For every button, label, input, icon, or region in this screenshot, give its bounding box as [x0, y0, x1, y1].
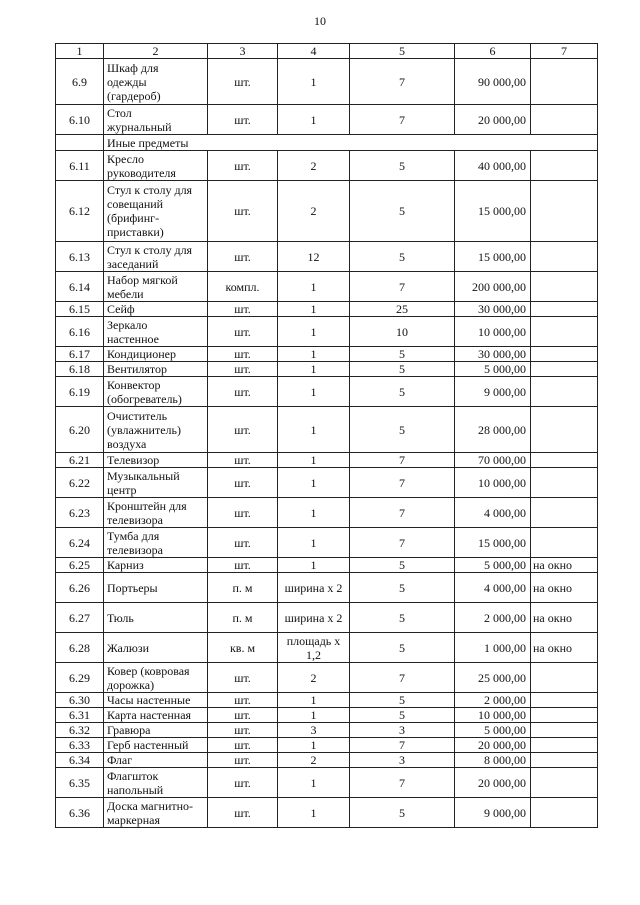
table-row — [56, 663, 598, 693]
quantity-cell: 1 — [278, 347, 350, 362]
row-number: 6.19 — [56, 377, 104, 407]
unit-cell: компл. — [208, 272, 278, 302]
item-name — [104, 105, 208, 135]
row-number: 6.11 — [56, 151, 104, 181]
price-cell: 20 000,00 — [455, 768, 531, 798]
row-number: 6.29 — [56, 663, 104, 693]
row-number: 6.31 — [56, 708, 104, 723]
item-name-line: телевизора — [107, 512, 163, 527]
unit-cell: шт. — [208, 693, 278, 708]
price-cell: 40 000,00 — [455, 151, 531, 181]
term-cell: 3 — [350, 753, 455, 768]
table-row — [56, 753, 598, 768]
price-cell: 1 000,00 — [455, 633, 531, 663]
item-name — [104, 723, 208, 738]
item-name — [104, 407, 208, 453]
unit-cell: шт. — [208, 723, 278, 738]
item-name — [104, 753, 208, 768]
row-number: 6.9 — [56, 59, 104, 105]
unit-cell: шт. — [208, 181, 278, 242]
item-name — [104, 633, 208, 663]
row-number: 6.33 — [56, 738, 104, 753]
table-body — [56, 44, 598, 828]
item-name-line: Карта настенная — [107, 708, 192, 722]
unit-cell: шт. — [208, 528, 278, 558]
unit-cell: шт. — [208, 377, 278, 407]
item-name — [104, 347, 208, 362]
row-number: 6.12 — [56, 181, 104, 242]
item-name-line: Гравюра — [107, 723, 151, 737]
item-name-line: телевизора — [107, 542, 163, 557]
unit-cell: шт. — [208, 753, 278, 768]
price-cell: 4 000,00 — [455, 498, 531, 528]
table-row — [56, 693, 598, 708]
term-cell: 10 — [350, 317, 455, 347]
item-name-line: Кресло — [107, 151, 144, 166]
price-cell: 9 000,00 — [455, 377, 531, 407]
item-name — [104, 377, 208, 407]
note-cell — [531, 59, 598, 105]
quantity-cell: 1 — [278, 453, 350, 468]
item-name-line: Стол — [107, 105, 132, 120]
unit-cell: шт. — [208, 558, 278, 573]
table-row — [56, 558, 598, 573]
item-name-line: Телевизор — [107, 453, 160, 467]
unit-cell: шт. — [208, 798, 278, 828]
term-cell: 7 — [350, 663, 455, 693]
note-cell — [531, 663, 598, 693]
table-row — [56, 738, 598, 753]
item-name-line: заседаний — [107, 256, 159, 271]
price-cell: 5 000,00 — [455, 558, 531, 573]
term-cell: 5 — [350, 242, 455, 272]
quantity-cell: ширина х 2 — [278, 573, 350, 603]
price-cell: 200 000,00 — [455, 272, 531, 302]
table-row — [56, 453, 598, 468]
quantity-cell: 12 — [278, 242, 350, 272]
quantity-cell: 2 — [278, 181, 350, 242]
note-cell — [531, 798, 598, 828]
item-name-line: Флагшток — [107, 768, 159, 783]
header-row — [56, 44, 598, 59]
price-cell: 15 000,00 — [455, 181, 531, 242]
item-name — [104, 798, 208, 828]
table-row — [56, 798, 598, 828]
note-cell — [531, 105, 598, 135]
price-cell: 90 000,00 — [455, 59, 531, 105]
item-name-line: совещаний — [107, 197, 164, 211]
item-name-line: Ковер (ковровая — [107, 663, 190, 678]
term-cell: 7 — [350, 453, 455, 468]
quantity-cell: 1 — [278, 798, 350, 828]
item-name-line: Очиститель — [107, 408, 168, 423]
note-cell — [531, 242, 598, 272]
table-row — [56, 603, 598, 633]
price-cell: 10 000,00 — [455, 468, 531, 498]
table-row — [56, 708, 598, 723]
term-cell: 5 — [350, 377, 455, 407]
quantity-cell: 2 — [278, 663, 350, 693]
note-cell — [531, 317, 598, 347]
term-cell: 5 — [350, 693, 455, 708]
note-cell — [531, 362, 598, 377]
header-cell: 3 — [208, 44, 278, 59]
quantity-cell: 1 — [278, 377, 350, 407]
item-name — [104, 498, 208, 528]
table-row — [56, 768, 598, 798]
row-number: 6.27 — [56, 603, 104, 633]
item-name — [104, 302, 208, 317]
note-cell — [531, 468, 598, 498]
item-name-line: Доска магнитно- — [107, 798, 194, 813]
unit-cell: шт. — [208, 498, 278, 528]
note-cell — [531, 528, 598, 558]
table-row — [56, 272, 598, 302]
price-cell: 20 000,00 — [455, 738, 531, 753]
price-cell: 2 000,00 — [455, 603, 531, 633]
unit-cell: шт. — [208, 362, 278, 377]
table-row — [56, 407, 598, 453]
term-cell: 5 — [350, 347, 455, 362]
row-number: 6.18 — [56, 362, 104, 377]
price-cell: 9 000,00 — [455, 798, 531, 828]
unit-cell: шт. — [208, 242, 278, 272]
item-name-line: Зеркало — [107, 317, 148, 332]
unit-cell: шт. — [208, 407, 278, 453]
table-row — [56, 723, 598, 738]
page-number: 10 — [314, 14, 326, 28]
item-name-line: Карниз — [107, 558, 144, 572]
unit-cell: шт. — [208, 453, 278, 468]
note-cell — [531, 407, 598, 453]
quantity-cell: 1 — [278, 302, 350, 317]
term-cell: 7 — [350, 272, 455, 302]
term-cell: 7 — [350, 738, 455, 753]
unit-cell: п. м — [208, 573, 278, 603]
item-name — [104, 603, 208, 633]
note-cell — [531, 723, 598, 738]
item-name-line: (брифинг- — [107, 211, 160, 225]
unit-cell: шт. — [208, 663, 278, 693]
table-row — [56, 633, 598, 663]
term-cell: 7 — [350, 528, 455, 558]
quantity-cell: 1 — [278, 558, 350, 573]
term-cell: 5 — [350, 362, 455, 377]
row-number: 6.17 — [56, 347, 104, 362]
note-cell — [531, 498, 598, 528]
row-number: 6.22 — [56, 468, 104, 498]
item-name-line: Сейф — [107, 302, 135, 316]
term-cell: 5 — [350, 151, 455, 181]
price-cell: 5 000,00 — [455, 723, 531, 738]
price-cell: 8 000,00 — [455, 753, 531, 768]
term-cell: 5 — [350, 798, 455, 828]
row-number: 6.13 — [56, 242, 104, 272]
unit-cell: шт. — [208, 302, 278, 317]
note-cell: на окно — [531, 633, 598, 663]
quantity-cell: 2 — [278, 753, 350, 768]
row-number: 6.36 — [56, 798, 104, 828]
item-name-line: дорожка) — [107, 677, 155, 692]
table-row — [56, 105, 598, 135]
price-cell: 70 000,00 — [455, 453, 531, 468]
item-name-line: журнальный — [107, 119, 172, 134]
row-number: 6.14 — [56, 272, 104, 302]
term-cell: 5 — [350, 603, 455, 633]
item-name-line: Портьеры — [107, 580, 158, 595]
note-cell — [531, 181, 598, 242]
item-name-line: (обогреватель) — [107, 391, 182, 406]
item-name — [104, 708, 208, 723]
row-number: 6.25 — [56, 558, 104, 573]
header-cell: 4 — [278, 44, 350, 59]
quantity-cell: 1 — [278, 105, 350, 135]
term-cell: 7 — [350, 59, 455, 105]
price-cell: 28 000,00 — [455, 407, 531, 453]
header-cell: 6 — [455, 44, 531, 59]
item-name-line: Часы настенные — [107, 693, 191, 707]
unit-cell: шт. — [208, 738, 278, 753]
item-name — [104, 558, 208, 573]
price-cell: 10 000,00 — [455, 317, 531, 347]
item-name-line: Стул к столу для — [107, 183, 193, 197]
item-name — [104, 453, 208, 468]
quantity-cell: 1 — [278, 272, 350, 302]
quantity-cell: 1 — [278, 468, 350, 498]
item-name-line: Конвектор — [107, 377, 161, 392]
item-name-line: центр — [107, 482, 137, 497]
note-cell: на окно — [531, 603, 598, 633]
item-name-line: Кондиционер — [107, 347, 176, 361]
quantity-cell: 1 — [278, 708, 350, 723]
unit-cell: п. м — [208, 603, 278, 633]
row-number: 6.21 — [56, 453, 104, 468]
item-name-line: мебели — [107, 286, 144, 301]
header-cell: 2 — [104, 44, 208, 59]
row-number: 6.23 — [56, 498, 104, 528]
price-cell: 15 000,00 — [455, 242, 531, 272]
table-row — [56, 528, 598, 558]
row-number: 6.28 — [56, 633, 104, 663]
note-cell — [531, 693, 598, 708]
row-number: 6.30 — [56, 693, 104, 708]
quantity-cell: 1 — [278, 362, 350, 377]
row-number: 6.10 — [56, 105, 104, 135]
term-cell: 5 — [350, 407, 455, 453]
unit-cell: шт. — [208, 708, 278, 723]
row-number: 6.26 — [56, 573, 104, 603]
unit-cell: шт. — [208, 768, 278, 798]
unit-cell: шт. — [208, 317, 278, 347]
section-num-cell — [56, 135, 104, 151]
row-number: 6.35 — [56, 768, 104, 798]
note-cell — [531, 272, 598, 302]
note-cell: на окно — [531, 573, 598, 603]
price-cell: 15 000,00 — [455, 528, 531, 558]
term-cell: 7 — [350, 468, 455, 498]
row-number: 6.24 — [56, 528, 104, 558]
quantity-cell: площадь х 1,2 — [278, 633, 350, 663]
item-name — [104, 362, 208, 377]
item-name — [104, 738, 208, 753]
item-name-line: Флаг — [107, 753, 133, 767]
price-cell: 30 000,00 — [455, 302, 531, 317]
note-cell — [531, 753, 598, 768]
item-name-line: Вентилятор — [107, 362, 168, 376]
quantity-cell: 1 — [278, 738, 350, 753]
quantity-cell: ширина х 2 — [278, 603, 350, 633]
price-cell: 30 000,00 — [455, 347, 531, 362]
term-cell: 7 — [350, 105, 455, 135]
item-name-line: Герб настенный — [107, 738, 189, 752]
item-name-line: напольный — [107, 782, 164, 797]
unit-cell: шт. — [208, 105, 278, 135]
row-number: 6.16 — [56, 317, 104, 347]
quantity-cell: 1 — [278, 528, 350, 558]
item-name — [104, 272, 208, 302]
item-name-line: воздуха — [107, 436, 147, 451]
term-cell: 7 — [350, 768, 455, 798]
term-cell: 5 — [350, 573, 455, 603]
item-name — [104, 317, 208, 347]
table-row — [56, 498, 598, 528]
item-name-line: руководителя — [107, 165, 176, 180]
row-number: 6.15 — [56, 302, 104, 317]
quantity-cell: 3 — [278, 723, 350, 738]
equipment-table — [55, 43, 598, 828]
item-name — [104, 663, 208, 693]
item-name-line: Стул к столу для — [107, 242, 193, 257]
unit-cell: шт. — [208, 347, 278, 362]
item-name-line: одежды — [107, 74, 147, 89]
item-name — [104, 181, 208, 242]
item-name-line: (увлажнитель) — [107, 422, 181, 437]
row-number: 6.34 — [56, 753, 104, 768]
item-name-line: Набор мягкой — [107, 272, 178, 287]
item-name — [104, 242, 208, 272]
item-name — [104, 768, 208, 798]
item-name-line: маркерная — [107, 812, 160, 827]
term-cell: 5 — [350, 633, 455, 663]
item-name — [104, 59, 208, 105]
header-cell: 7 — [531, 44, 598, 59]
unit-cell: шт. — [208, 151, 278, 181]
quantity-cell: 1 — [278, 693, 350, 708]
item-name — [104, 151, 208, 181]
note-cell: на окно — [531, 558, 598, 573]
item-name-line: Жалюзи — [107, 640, 149, 655]
unit-cell: кв. м — [208, 633, 278, 663]
table-row — [56, 377, 598, 407]
table-row — [56, 362, 598, 377]
note-cell — [531, 377, 598, 407]
header-cell: 5 — [350, 44, 455, 59]
item-name — [104, 693, 208, 708]
note-cell — [531, 708, 598, 723]
quantity-cell: 1 — [278, 59, 350, 105]
item-name-line: настенное — [107, 331, 159, 346]
price-cell: 5 000,00 — [455, 362, 531, 377]
note-cell — [531, 768, 598, 798]
price-cell: 10 000,00 — [455, 708, 531, 723]
item-name-line: Музыкальный — [107, 468, 180, 483]
row-number: 6.32 — [56, 723, 104, 738]
item-name — [104, 528, 208, 558]
item-name-line: Тумба для — [107, 528, 160, 543]
quantity-cell: 2 — [278, 151, 350, 181]
quantity-cell: 1 — [278, 498, 350, 528]
price-cell: 25 000,00 — [455, 663, 531, 693]
table-row — [56, 302, 598, 317]
price-cell: 2 000,00 — [455, 693, 531, 708]
item-name-line: приставки) — [107, 225, 164, 239]
section-title: Иные предметы — [104, 135, 598, 151]
note-cell — [531, 151, 598, 181]
term-cell: 25 — [350, 302, 455, 317]
quantity-cell: 1 — [278, 317, 350, 347]
row-number: 6.20 — [56, 407, 104, 453]
term-cell: 5 — [350, 558, 455, 573]
note-cell — [531, 453, 598, 468]
table-row — [56, 181, 598, 242]
term-cell: 5 — [350, 708, 455, 723]
item-name-line: (гардероб) — [107, 88, 161, 103]
table-row — [56, 468, 598, 498]
item-name-line: Тюль — [107, 610, 134, 625]
table-row — [56, 151, 598, 181]
item-name — [104, 468, 208, 498]
note-cell — [531, 347, 598, 362]
item-name-line: Кронштейн для — [107, 498, 187, 513]
table-row — [56, 59, 598, 105]
note-cell — [531, 738, 598, 753]
table-row — [56, 573, 598, 603]
term-cell: 5 — [350, 181, 455, 242]
item-name-line: Шкаф для — [107, 60, 159, 75]
quantity-cell: 1 — [278, 768, 350, 798]
unit-cell: шт. — [208, 468, 278, 498]
term-cell: 3 — [350, 723, 455, 738]
price-cell: 20 000,00 — [455, 105, 531, 135]
quantity-cell: 1 — [278, 407, 350, 453]
item-name — [104, 573, 208, 603]
header-cell: 1 — [56, 44, 104, 59]
unit-cell: шт. — [208, 59, 278, 105]
table-row — [56, 317, 598, 347]
note-cell — [531, 302, 598, 317]
table-row — [56, 242, 598, 272]
price-cell: 4 000,00 — [455, 573, 531, 603]
table-row — [56, 347, 598, 362]
section-row — [56, 135, 598, 151]
term-cell: 7 — [350, 498, 455, 528]
